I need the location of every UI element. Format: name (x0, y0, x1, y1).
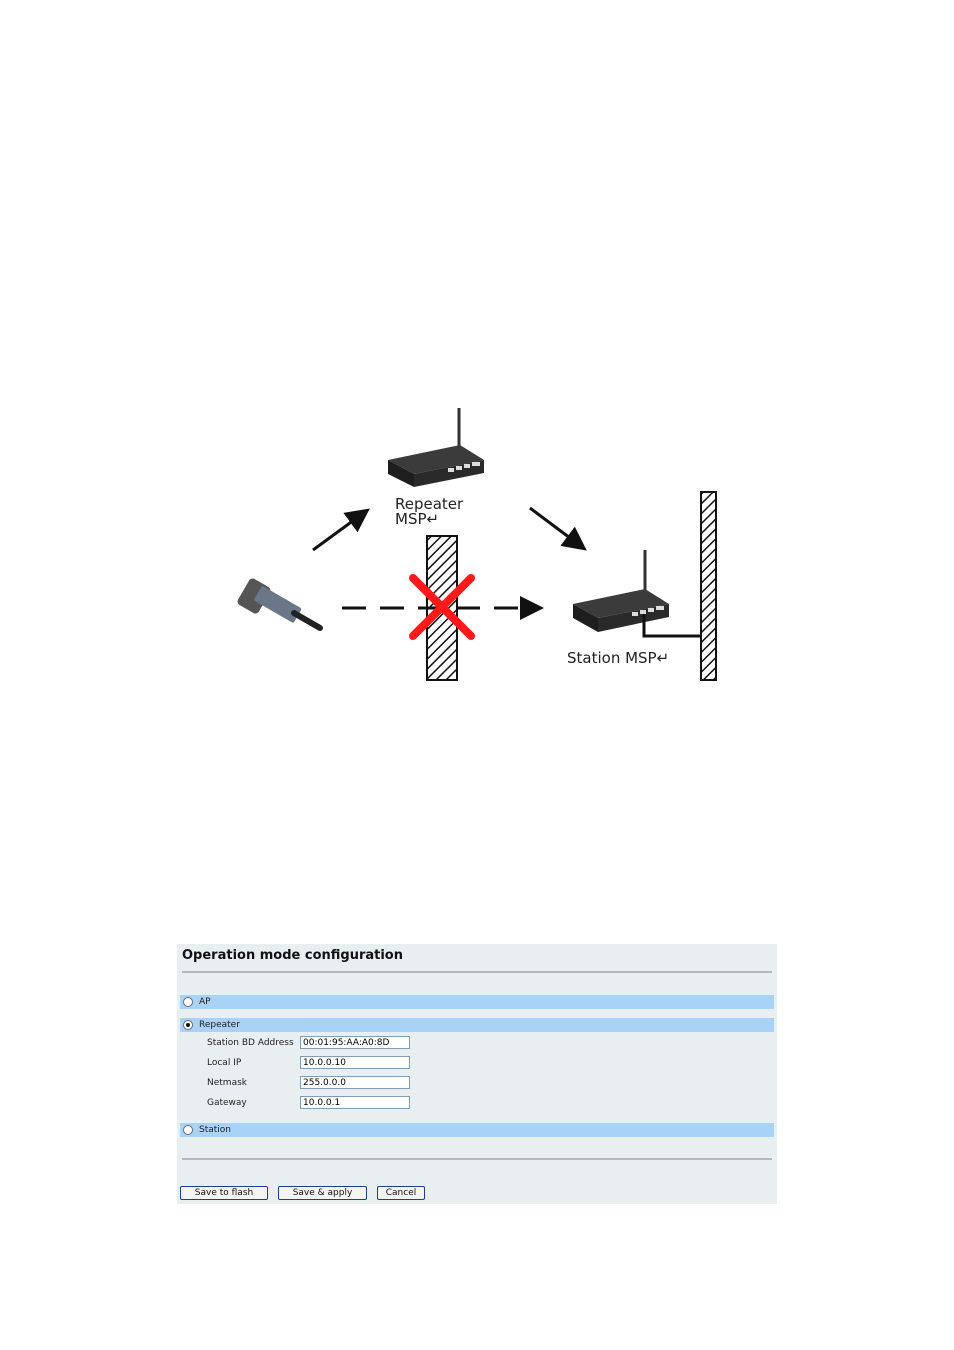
divider-bottom (182, 1158, 772, 1160)
repeater-router-icon (388, 408, 484, 487)
repeater-label-line1: Repeater (395, 495, 464, 513)
arrow-to-repeater (313, 512, 365, 550)
cancel-button[interactable]: Cancel (377, 1186, 425, 1200)
station-label-text: Station (199, 1125, 231, 1135)
station-bd-address-input[interactable] (300, 1036, 410, 1049)
ap-label: AP (199, 997, 211, 1007)
side-wall (701, 492, 716, 680)
network-diagram (220, 400, 730, 690)
station-radio[interactable] (183, 1125, 193, 1135)
netmask-label: Netmask (207, 1078, 247, 1088)
repeater-label: Repeater (199, 1020, 240, 1030)
panel-title: Operation mode configuration (182, 948, 403, 963)
gateway-label: Gateway (207, 1098, 247, 1108)
station-router-icon (573, 550, 669, 632)
station-label: Station MSP↵ (567, 649, 670, 667)
save-to-flash-button[interactable]: Save to flash (180, 1186, 268, 1200)
save-and-apply-button[interactable]: Save & apply (278, 1186, 367, 1200)
repeater-radio[interactable] (183, 1020, 193, 1030)
arrow-to-station (530, 508, 582, 547)
repeater-label-line2: MSP↵ (395, 510, 440, 528)
station-bd-address-label: Station BD Address (207, 1038, 294, 1048)
mode-option-ap[interactable] (180, 995, 774, 1009)
local-ip-input[interactable] (300, 1056, 410, 1069)
mode-option-repeater[interactable] (180, 1018, 774, 1032)
ap-radio[interactable] (183, 997, 193, 1007)
mode-option-station[interactable] (180, 1123, 774, 1137)
divider-top (182, 971, 772, 973)
local-ip-label: Local IP (207, 1058, 242, 1068)
operation-mode-panel (177, 944, 777, 1204)
gateway-input[interactable] (300, 1096, 410, 1109)
netmask-input[interactable] (300, 1076, 410, 1089)
serial-adapter-icon (236, 577, 320, 628)
